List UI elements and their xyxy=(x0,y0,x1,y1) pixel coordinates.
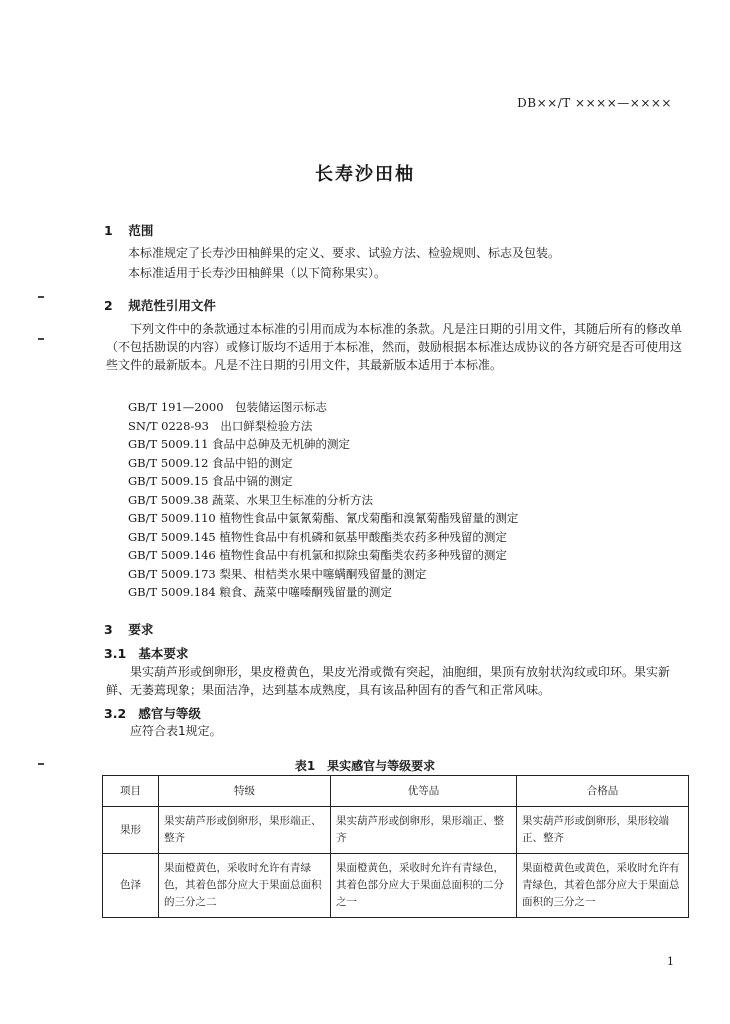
table-cell: 果面橙黄色或黄色，采收时允许有青绿色，其着色部分应大于果面总面积的三分之一 xyxy=(517,854,689,918)
scan-mark xyxy=(38,296,44,298)
document-title: 长寿沙田柚 xyxy=(315,164,415,185)
grade-requirements-table xyxy=(102,775,689,918)
section-number: 2 xyxy=(104,298,113,313)
table-header-cell: 优等品 xyxy=(331,776,517,807)
section-number: 1 xyxy=(104,223,113,238)
section-title: 感官与等级 xyxy=(138,706,201,721)
section-title: 要求 xyxy=(128,622,154,637)
table-cell: 果面橙黄色，采收时允许有青绿色，其着色部分应大于果面总面积的三分之二 xyxy=(159,854,331,918)
reference-item: GB/T 5009.184 粮食、蔬菜中噻嗪酮残留量的测定 xyxy=(128,585,392,599)
reference-item: GB/T 5009.11 食品中总砷及无机砷的测定 xyxy=(128,437,351,451)
reference-item: GB/T 5009.173 梨果、柑桔类水果中噻螨酮残留量的测定 xyxy=(128,566,427,581)
table-row xyxy=(103,807,689,854)
scan-mark xyxy=(38,338,44,340)
normative-references-paragraph: 下列文件中的条款通过本标准的引用而成为本标准的条款。凡是注日期的引用文件，其随后所有的修改单（不包括勘误的内容）或修订版均不适用于本标准，然而，鼓励根据本标准达成协议的各方研究是否可使用这些文件的最新版本。凡是不注日期的引用文件，其最新版本适用于本标准。 xyxy=(106,322,683,372)
grades-paragraph: 应符合表1规定。 xyxy=(130,724,222,738)
section-3-heading xyxy=(104,620,153,638)
standard-code: DB××/T ××××—×××× xyxy=(517,96,672,110)
table-cell: 果面橙黄色，采收时允许有青绿色，其着色部分应大于果面总面积的二分之一 xyxy=(331,854,517,918)
table-caption: 表1 果实感官与等级要求 xyxy=(294,759,436,773)
table-header-cell: 合格品 xyxy=(517,776,689,807)
section-title: 范围 xyxy=(128,223,154,238)
table-cell: 果实葫芦形或倒卵形，果形端正、整齐 xyxy=(159,807,331,854)
table-header-row xyxy=(103,776,689,807)
scope-paragraph-2: 本标准适用于长寿沙田柚鲜果（以下简称果实）。 xyxy=(128,266,387,280)
reference-item: SN/T 0228-93 出口鲜梨检验方法 xyxy=(128,418,313,433)
reference-item: GB/T 5009.146 植物性食品中有机氯和拟除虫菊酯类农药多种残留的测定 xyxy=(128,548,507,562)
table-cell: 果实葫芦形或倒卵形，果形端正、整齐 xyxy=(331,807,517,854)
basic-requirements-paragraph: 果实葫芦形或倒卵形，果皮橙黄色，果皮光滑或微有突起，油胞细，果顶有放射状沟纹或印环。果实新鲜、无萎蔫现象；果面洁净，达到基本成熟度，具有该品种固有的香气和正常风味。 xyxy=(106,665,671,697)
section-1-heading xyxy=(104,221,153,239)
section-2-heading xyxy=(104,296,216,314)
section-number: 3 xyxy=(104,622,113,637)
section-3-1-heading xyxy=(104,644,188,662)
reference-item: GB/T 5009.12 食品中铅的测定 xyxy=(128,455,293,470)
reference-item: GB/T 191—2000 包装储运图示标志 xyxy=(128,400,328,414)
section-title: 基本要求 xyxy=(138,646,189,661)
table-row-label: 色泽 xyxy=(103,854,159,918)
section-number: 3.1 xyxy=(104,646,127,661)
table-header-cell: 项目 xyxy=(103,776,159,807)
section-number: 3.2 xyxy=(104,706,127,721)
page-number: 1 xyxy=(667,955,674,968)
reference-item: GB/T 5009.145 植物性食品中有机磷和氨基甲酸酯类农药多种残留的测定 xyxy=(128,529,507,544)
reference-item: GB/T 5009.110 植物性食品中氯氰菊酯、氰戊菊酯和溴氰菊酯残留量的测定 xyxy=(128,511,519,525)
reference-item: GB/T 5009.38 蔬菜、水果卫生标准的分析方法 xyxy=(128,492,374,507)
scope-paragraph-1: 本标准规定了长寿沙田柚鲜果的定义、要求、试验方法、检验规则、标志及包装。 xyxy=(128,246,561,260)
reference-list xyxy=(128,398,518,602)
table-row-label: 果形 xyxy=(103,807,159,854)
scan-mark xyxy=(38,763,44,765)
section-title: 规范性引用文件 xyxy=(128,298,216,313)
table-cell: 果实葫芦形或倒卵形，果形较端正、整齐 xyxy=(517,807,689,854)
reference-item: GB/T 5009.15 食品中镉的测定 xyxy=(128,474,293,488)
table-row xyxy=(103,854,689,918)
section-3-2-heading xyxy=(104,704,201,722)
table-header-cell: 特级 xyxy=(159,776,331,807)
